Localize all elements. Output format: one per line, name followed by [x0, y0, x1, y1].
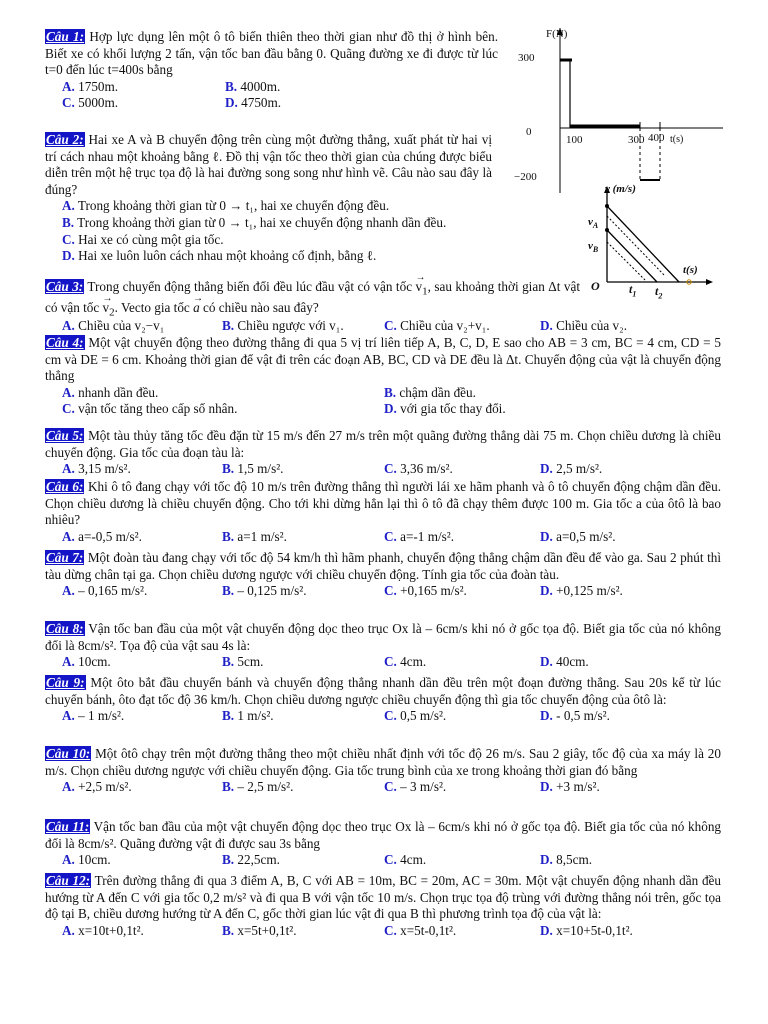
option-b[interactable]: B. 1,5 m/s². — [222, 461, 284, 477]
question-12 — [45, 873, 721, 939]
option-b[interactable]: B. chậm dần đều. — [384, 384, 476, 400]
option-d[interactable]: D. với gia tốc thay đổi. — [384, 401, 506, 417]
question-6 — [45, 479, 721, 545]
question-number: Câu 8: — [46, 621, 84, 636]
question-text: Trên đường thẳng đi qua 3 điểm A, B, C với AB = 10m, BC = 20m, AC = 30m. Một vật chuyển động nhanh dần đều hướng từ A đến C với gia tốc 0,2 m/s² và đi qua B với vận tốc 10 m/s. Chọn trục tọa độ trùng với đường thẳng nói trên, gốc tọa độ tại B, chiều dương hướng từ A đến C, gốc thời gian lúc vật đi qua B thì phương trình tọa độ của vật là: — [45, 873, 721, 922]
option-c[interactable]: C. 0,5 m/s². — [384, 708, 447, 724]
velocity-time-graph: v (m/s) $v_A$ $v_B$ O t(s) $t_1$ $t_2$ — [585, 186, 715, 298]
question-10 — [45, 746, 721, 796]
option-c[interactable]: C. 3,36 m/s². — [384, 461, 453, 477]
option-c[interactable]: C. 5000m. — [62, 95, 119, 111]
option-a[interactable]: A. Trong khoảng thời gian từ 0 → t₁, hai xe chuyển động đều. — [62, 198, 390, 214]
question-8 — [45, 621, 721, 671]
question-9 — [45, 675, 721, 725]
option-b[interactable]: B. x=5t+0,1t². — [222, 922, 297, 938]
option-d[interactable]: D. +0,125 m/s². — [540, 583, 623, 599]
option-a[interactable]: A. 10cm. — [62, 852, 111, 868]
question-text: Một vật chuyển động theo đường thẳng đi qua 5 vị trí liên tiếp A, B, C, D, E sao cho AB = 3 cm, BC = 4 cm, CD = 5 cm và DE = 6 cm. Khoảng thời gian để vật đi trên các đoạn AB, BC, CD và DE đều là Δt. Chuyển động của vật là chuyển động thẳng — [45, 335, 722, 384]
force-time-graph: F(N) 300 0 −200 100 300 400 t(s) — [514, 28, 684, 183]
question-number: Câu 10: — [46, 746, 91, 761]
question-3 — [45, 279, 580, 321]
option-c[interactable]: C. Chiều của v₂+v₁. — [384, 318, 490, 333]
option-c[interactable]: C. 4cm. — [384, 852, 427, 868]
options-row — [45, 529, 721, 546]
question-text: Vận tốc ban đầu của một vật chuyển động dọc theo trục Ox là – 6cm/s khi nó ở gốc tọa độ. Biết gia tốc của nó không đổi là 8cm/s². Tọa độ của vật sau 4s là: — [45, 621, 721, 653]
option-d[interactable]: D. 2,5 m/s². — [540, 461, 603, 477]
option-b[interactable]: B. 22,5cm. — [222, 852, 280, 868]
option-a[interactable]: A. 10cm. — [62, 654, 111, 670]
question-text: Một ôto bắt đầu chuyển bánh và chuyển động thẳng nhanh dần đều trên một đoạn đường thẳng. Sau 20s kể từ lúc chuyển bánh, ôto đạt tốc độ 36 km/h. Chọn chiều dương ngược chiều chuyển động thì gia tốc chuyển động của ôtô là: — [45, 675, 721, 707]
question-number: Câu 7: — [46, 550, 84, 565]
option-d[interactable]: D. a=0,5 m/s². — [540, 528, 616, 544]
question-7 — [45, 550, 721, 600]
option-b[interactable]: B. 1 m/s². — [222, 708, 274, 724]
question-text: Khi ô tô đang chạy với tốc độ 10 m/s trên đường thẳng thì người lái xe hãm phanh và ô tô chuyển động chậm dần đều. Chọn chiều dương là chiều chuyển động. Cho tới khi dừng hẳn lại thì ô tô đã chạy thêm được 100 m. Gia tốc a của ôtô là bao nhiêu? — [45, 479, 721, 528]
options-row-2 — [45, 401, 721, 418]
question-text: Hợp lực dụng lên một ô tô biến thiên theo thời gian như đồ thị ở hình bên. Biết xe có khối lượng 2 tấn, vận tốc ban đầu bằng 0. Quãng đường xe đi được từ lúc t=0 đến lúc t=400s bằng — [45, 29, 498, 78]
option-d[interactable]: D. x=10+5t-0,1t². — [540, 922, 633, 938]
option-a[interactable]: A. a=-0,5 m/s². — [62, 528, 142, 544]
question-number: Câu 9: — [46, 675, 85, 690]
question-11 — [45, 819, 721, 869]
option-c[interactable]: C. Hai xe có cùng một gia tốc. — [62, 231, 224, 247]
option-d[interactable]: D. +3 m/s². — [540, 779, 600, 795]
question-number: Câu 6: — [46, 479, 84, 494]
option-d[interactable]: D. 8,5cm. — [540, 852, 593, 868]
question-number: Câu 11: — [46, 819, 90, 834]
question-text: Một đoàn tàu đang chạy với tốc độ 54 km/h thì hãm phanh, chuyển động thẳng chậm dần đều để vào ga. Sau 2 phút thì tàu dừng chân tại ga. Chọn chiều dương ngược với chiều chuyển động. Tính gia tốc của đoàn tàu. — [45, 550, 722, 582]
options-row — [45, 852, 721, 869]
option-a[interactable]: A. +2,5 m/s². — [62, 779, 132, 795]
options-row-2 — [45, 95, 498, 112]
question-4 — [45, 335, 721, 418]
option-b[interactable]: B. Chiều ngược với v₁. — [222, 318, 344, 333]
question-text: Vận tốc ban đầu của một vật chuyển động dọc theo trục Ox là – 6cm/s khi nó ở gốc tọa độ. Biết gia tốc của nó không đổi là 8cm/s². Quãng đường vật đi được sau 3s bằng — [45, 819, 722, 851]
options-row-1 — [45, 385, 721, 402]
option-b[interactable]: B. 4000m. — [225, 78, 281, 94]
option-b[interactable]: B. – 0,125 m/s². — [222, 583, 307, 599]
options-row — [45, 583, 721, 600]
options-row-1 — [45, 79, 498, 96]
option-b[interactable]: B. 5cm. — [222, 654, 264, 670]
question-number: Câu 12: — [46, 873, 91, 888]
option-c[interactable]: C. 4cm. — [384, 654, 427, 670]
option-d[interactable]: D. 40cm. — [540, 654, 589, 670]
option-b[interactable]: B. Trong khoảng thời gian từ 0 → t₁, hai xe chuyển động nhanh dần đều. — [62, 214, 447, 230]
option-d[interactable]: D. Hai xe luôn luôn cách nhau một khoảng cố định, bằng ℓ. — [62, 248, 377, 264]
question-number: Câu 4: — [46, 335, 84, 350]
option-a[interactable]: A. – 1 m/s². — [62, 708, 125, 724]
option-a[interactable]: A. – 0,165 m/s². — [62, 583, 148, 599]
question-5 — [45, 428, 721, 478]
options-row — [45, 923, 721, 940]
options-row — [45, 461, 721, 478]
question-number: Câu 1: — [46, 29, 85, 44]
question-text: Một tàu thủy tăng tốc đều đặn từ 15 m/s đến 27 m/s trên một quãng đường thẳng dài 75 m. Chọn chiều dương là chiều chuyển động. Gia tốc của đoạn tàu là: — [45, 428, 721, 460]
option-c[interactable]: C. a=-1 m/s². — [384, 528, 455, 544]
option-a[interactable]: A. x=10t+0,1t². — [62, 922, 144, 938]
question-number: Câu 5: — [46, 428, 84, 443]
option-a[interactable]: A. 1750m. — [62, 78, 119, 94]
option-c[interactable]: C. vận tốc tăng theo cấp số nhân. — [62, 401, 238, 417]
option-b[interactable]: B. – 2,5 m/s². — [222, 779, 294, 795]
options-row — [45, 708, 721, 725]
option-a[interactable]: A. Chiều của v₂−v₁ — [62, 318, 165, 333]
question-number: Câu 3: — [46, 279, 84, 294]
option-c[interactable]: C. +0,165 m/s². — [384, 583, 467, 599]
options-row — [45, 779, 721, 796]
option-d[interactable]: D. - 0,5 m/s². — [540, 708, 610, 724]
option-c[interactable]: C. – 3 m/s². — [384, 779, 447, 795]
options-row — [45, 654, 721, 671]
option-c[interactable]: C. x=5t-0,1t². — [384, 922, 457, 938]
question-2 — [45, 132, 492, 265]
question-number: Câu 2: — [46, 132, 84, 147]
question-1 — [45, 29, 498, 112]
option-b[interactable]: B. a=1 m/s². — [222, 528, 287, 544]
option-a[interactable]: A. 3,15 m/s². — [62, 461, 131, 477]
question-text: Hai xe A và B chuyển động trên cùng một đường thẳng, xuất phát từ hai vị trí cách nhau một khoảng bằng ℓ. Đồ thị vận tốc theo thời gian của chúng được biểu diễn trên một hệ trục tọa độ là hai đường song song như hình vẽ. Câu nào sau đây là đúng? — [45, 132, 492, 197]
option-d[interactable]: D. Chiều của v₂. — [540, 318, 628, 333]
option-d[interactable]: D. 4750m. — [225, 95, 282, 111]
question-text: Một ôtô chạy trên một đường thẳng theo một chiều nhất định với tốc độ 26 m/s. Sau 2 giây, tốc độ của xa máy là 20 m/s. Chọn chiều dương ngược với chiều chuyển động. Gia tốc trung bình của xe trong khoảng thời gian đó bằng — [45, 746, 721, 778]
question-text: Trong chuyển động thẳng biến đổi đều lúc đầu vật có vận tốc → $v_1$, sau khoảng thời gian Δt vật có vận tốc → $v_2$. Vecto gia tốc → a có chiều nào sau đây? — [45, 279, 580, 315]
question-3-options — [45, 318, 745, 335]
option-a[interactable]: A. nhanh dần đều. — [62, 384, 159, 400]
